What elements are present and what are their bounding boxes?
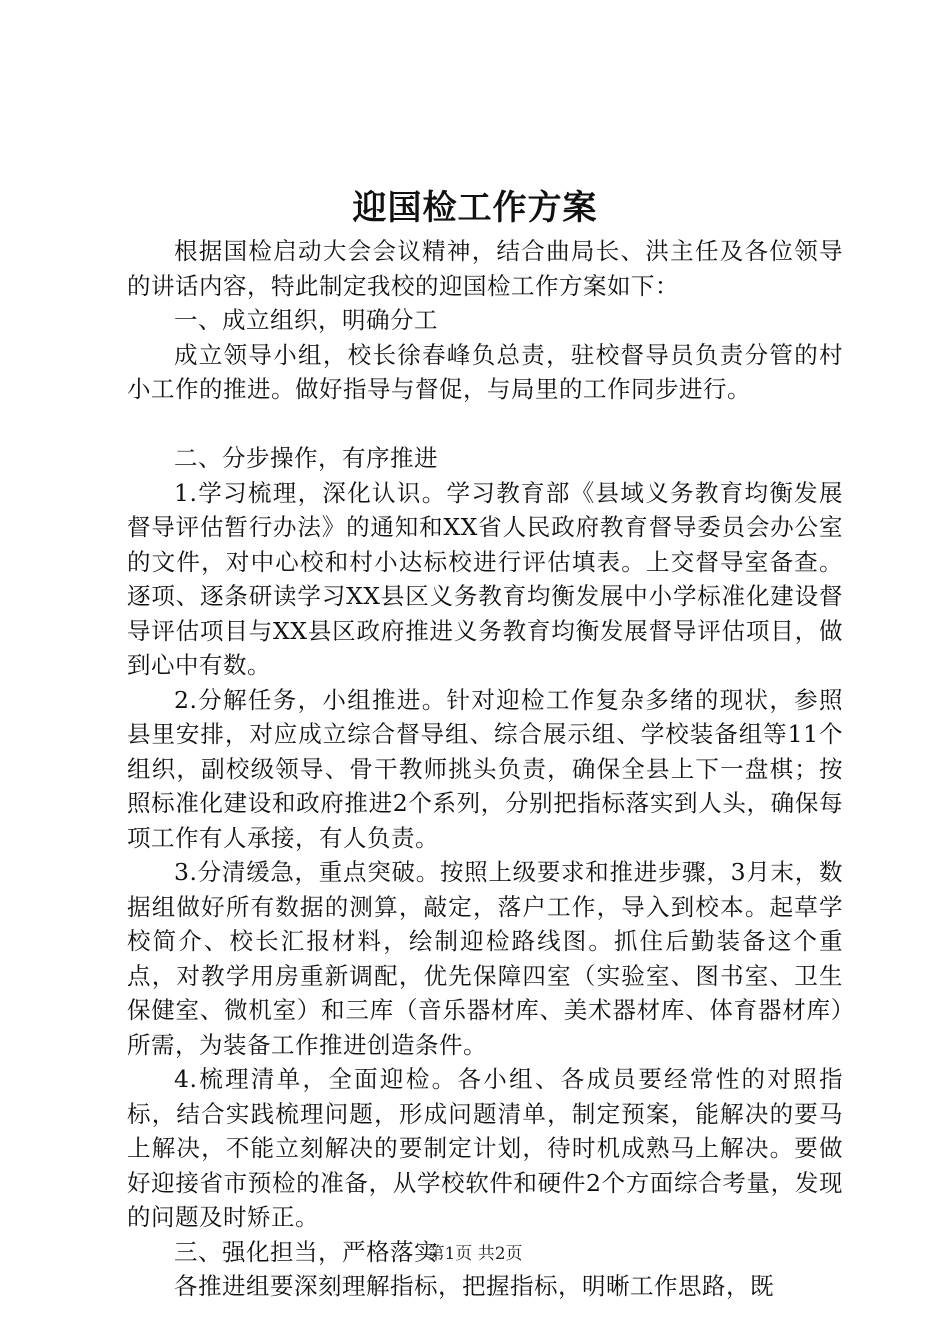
section-1-paragraph: 成立领导小组，校长徐春峰负总责，驻校督导员负责分管的村小工作的推进。做好指导与督促，与局里的工作同步进行。	[127, 340, 843, 403]
document-body	[127, 234, 843, 1304]
step-2-paragraph: 2.分解任务，小组推进。针对迎检工作复杂多绪的现状，参照县里安排，对应成立综合督导组、综合展示组、学校装备组等11个组织，副校级领导、骨干教师挑头负责，确保全县上下一盘棋；按照标准化建设和政府推进2个系列，分别把指标落实到人头，确保每项工作有人承接，有人负责。	[127, 685, 843, 852]
step-3-paragraph: 3.分清缓急，重点突破。按照上级要求和推进步骤，3月末，数据组做好所有数据的测算，敲定，落户工作，导入到校本。起草学校简介、校长汇报材料，绘制迎检路线图。抓住后勤装备这个重点，对教学用房重新调配，优先保障四室（实验室、图书室、卫生保健室、微机室）和三库（音乐器材库、美术器材库、体育器材库）所需，为装备工作推进创造条件。	[127, 858, 843, 1059]
document-title: 迎国检工作方案	[352, 188, 598, 228]
section-heading-3: 三、强化担当，严格落实	[174, 1237, 438, 1266]
step-1-paragraph: 1.学习梳理，深化认识。学习教育部《县域义务教育均衡发展督导评估暂行办法》的通知和XX省人民政府教育督导委员会办公室的文件，对中心校和村小达标校进行评估填表。上交督导室备查。逐项、逐条研读学习XX县区义务教育均衡发展中小学标准化建设督导评估项目与XX县区政府推进义务教育均衡发展督导评估项目，做到心中有数。	[127, 478, 843, 679]
page-footer: 第1页 共2页	[427, 1244, 523, 1264]
section-3-paragraph: 各推进组要深刻理解指标，把握指标，明晰工作思路，既	[174, 1272, 774, 1300]
section-heading-1: 一、成立组织，明确分工	[174, 306, 438, 334]
step-4-paragraph: 4.梳理清单，全面迎检。各小组、各成员要经常性的对照指标，结合实践梳理问题，形成问题清单，制定预案，能解决的要马上解决，不能立刻解决的要制定计划，待时机成熟马上解决。要做好迎接省市预检的准备，从学校软件和硬件2个方面综合考量，发现的问题及时矫正。	[127, 1065, 843, 1231]
intro-paragraph: 根据国检启动大会会议精神，结合曲局长、洪主任及各位领导的讲话内容，特此制定我校的迎国检工作方案如下：	[127, 237, 843, 300]
section-heading-2: 二、分步操作，有序推进	[174, 444, 438, 472]
